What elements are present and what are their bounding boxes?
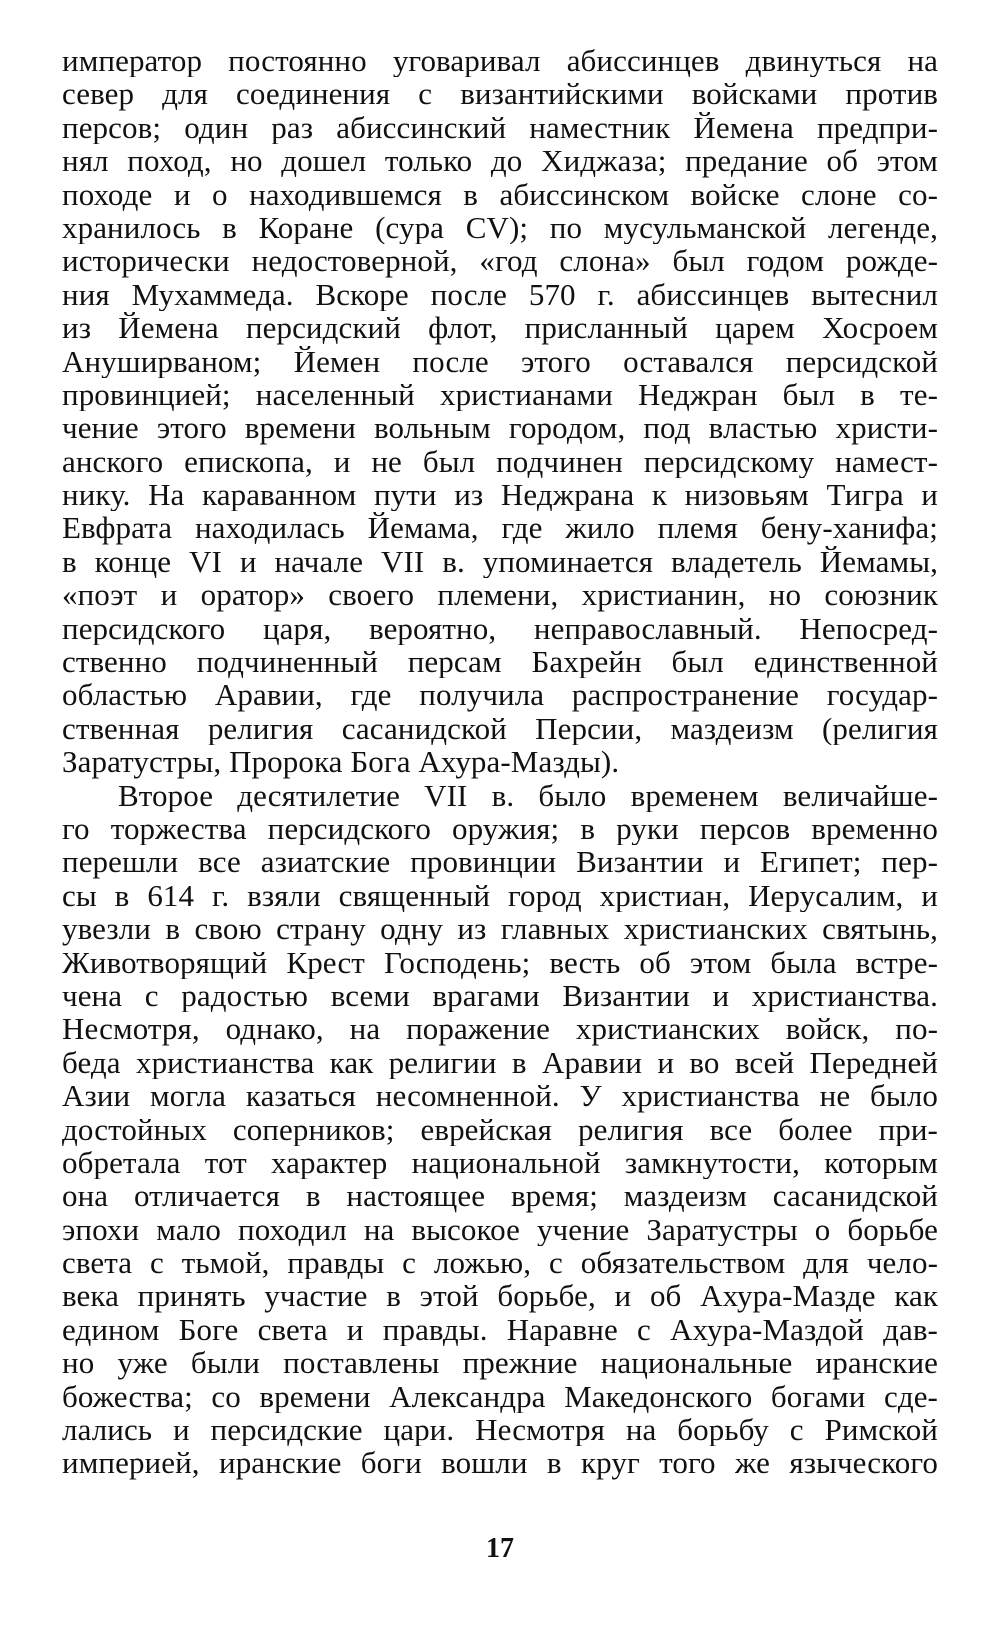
text-line: Азии могла казаться несомненной. У христианства не было xyxy=(62,1079,938,1113)
text-line: из Йемена персидский флот, присланный царем Хосроем xyxy=(62,311,938,345)
text-line: лались и персидские цари. Несмотря на борьбу с Римской xyxy=(62,1413,938,1447)
text-line: Несмотря, однако, на поражение христианских войск, по- xyxy=(62,1012,938,1046)
text-line: эпохи мало походил на высокое учение Заратустры о борьбе xyxy=(62,1212,938,1247)
text-line: увезли в свою страну одну из главных христианских святынь, xyxy=(62,912,938,946)
text-line: походе и о находившемся в абиссинском войске слоне со- xyxy=(62,177,938,211)
page-number: 17 xyxy=(486,1533,514,1564)
text-line: сы в 614 г. взяли священный город христиан, Иерусалим, и xyxy=(62,878,938,913)
text-line: Ануширваном; Йемен после этого оставался персидской xyxy=(62,344,938,378)
text-line: перешли все азиатские провинции Византии и Египет; пер- xyxy=(62,845,938,879)
text-line: достойных соперников; еврейская религия все более при- xyxy=(62,1112,938,1146)
text-line: хранилось в Коране (сура CV); по мусульманской легенде, xyxy=(62,210,938,245)
text-line: обретала тот характер национальной замкнутости, которым xyxy=(62,1145,938,1180)
text-line: нял поход, но дошел только до Хиджаза; предание об этом xyxy=(62,144,938,178)
text-line: но уже были поставлены прежние национальные иранские xyxy=(62,1346,938,1380)
text-line: император постоянно уговаривал абиссинцев двинуться на xyxy=(62,44,938,78)
text-line: анского епископа, и не был подчинен персидскому намест- xyxy=(62,444,938,479)
text-line: областью Аравии, где получила распространение государ- xyxy=(62,678,938,712)
text-line: персов; один раз абиссинский наместник Йемена предпри- xyxy=(62,110,938,145)
text-line: исторически недостоверной, «год слона» был годом рожде- xyxy=(62,244,938,278)
text-line: она отличается в настоящее время; маздеизм сасанидской xyxy=(62,1179,938,1213)
text-line: века принять участие в этой борьбе, и об Ахура-Мазде как xyxy=(62,1279,938,1313)
text-line: ния Мухаммеда. Вскоре после 570 г. абиссинцев вытеснил xyxy=(62,277,938,312)
text-line: Животворящий Крест Господень; весть об этом была встре- xyxy=(62,945,938,979)
text-line: империей, иранские боги вошли в круг того же языческого xyxy=(62,1446,938,1480)
text-line: Евфрата находилась Йемама, где жило племя бену-ханифа; xyxy=(62,511,938,545)
text-line: божества; со времени Александра Македонского богами сде- xyxy=(62,1379,938,1414)
text-line: беда христианства как религии в Аравии и во всей Передней xyxy=(62,1045,938,1080)
text-line: го торжества персидского оружия; в руки персов временно xyxy=(62,811,938,846)
text-line: света с тьмой, правды с ложью, с обязательством для чело- xyxy=(62,1246,938,1280)
text-line: нику. На караванном пути из Неджрана к низовьям Тигра и xyxy=(62,478,938,512)
text-line: в конце VI и начале VII в. упоминается владетель Йемамы, xyxy=(62,544,938,579)
text-line: чена с радостью всеми врагами Византии и христианства. xyxy=(62,978,938,1013)
paragraph-1 xyxy=(62,44,938,779)
text-line: Заратустры, Пророка Бога Ахура-Мазды). xyxy=(62,745,620,779)
text-line: «поэт и оратор» своего племени, христианин, но союзник xyxy=(62,578,938,612)
paragraph-2 xyxy=(62,779,938,1480)
text-line: север для соединения с византийскими войсками против xyxy=(62,77,938,111)
text-line: Второе десятилетие VII в. было временем величайше- xyxy=(118,778,938,812)
text-line: ственная религия сасанидской Персии, маздеизм (религия xyxy=(62,711,938,746)
page-body xyxy=(62,44,938,1480)
text-line: персидского царя, вероятно, неправославный. Непосред- xyxy=(62,611,938,646)
text-line: чение этого времени вольным городом, под властью христи- xyxy=(62,411,938,445)
text-line: ственно подчиненный персам Бахрейн был единственной xyxy=(62,645,938,679)
text-line: едином Боге света и правды. Наравне с Ахура-Маздой дав- xyxy=(62,1312,938,1347)
text-line: провинцией; населенный христианами Неджран был в те- xyxy=(62,377,938,412)
